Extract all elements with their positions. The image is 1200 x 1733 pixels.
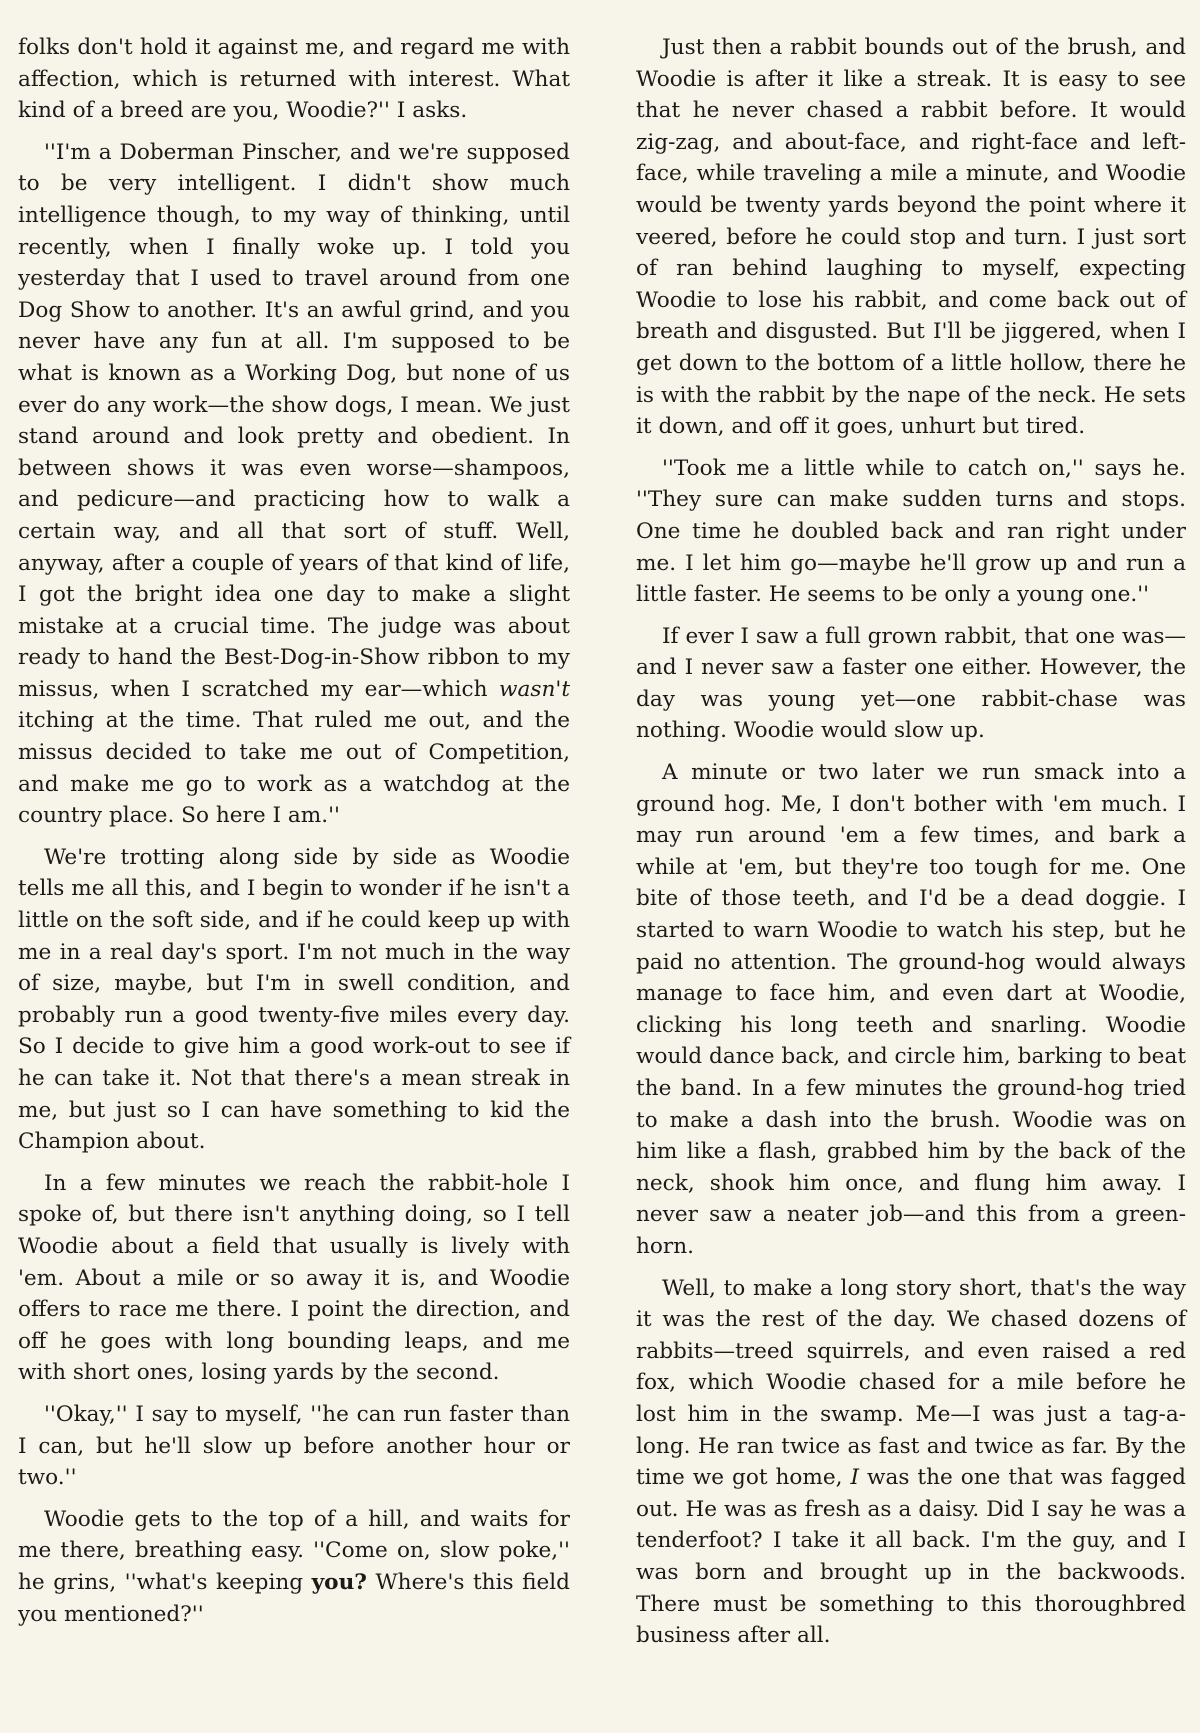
italic-word: wasn't	[499, 676, 570, 702]
paragraph: Just then a rabbit bounds out of the brush, and Woodie is after it like a streak. It is easy to see that he never chased a rabbit before. It would zig-zag, and about-face, and right-face and left-face, while traveling a mile a minute, and Woodie would be twenty yards beyond the point where it veered, before he could stop and turn. I just sort of ran behind laughing to myself, expecting Woodie to lose his rabbit, and come back out of breath and disgusted. But I'll be jiggered, when I get down to the bottom of a little hollow, there he is with the rabbit by the nape of the neck. He sets it down, and off it goes, unhurt but tired.	[636, 35, 1186, 440]
paragraph-text: Where's this field you mentioned?''	[18, 1569, 570, 1627]
italic-word: I	[850, 1465, 860, 1491]
paragraph: A minute or two later we run smack into a ground hog. Me, I don't bother with 'em much. I may run around 'em a few times, and bark a while at 'em, but they're too tough for me. One bite of those teeth, and I'd be a dead doggie. I started to warn Woodie to watch his step, but he paid no attention. The ground-hog would always manage to face him, and even dart at Woodie, clicking his long teeth and snarling. Woodie would dance back, and circle him, barking to beat the band. In a few minutes the ground-hog tried to make a dash into the brush. Woodie was on him like a flash, grabbed him by the back of the neck, shook him once, and flung him away. I never saw a neater job—and this from a green-horn.	[636, 760, 1186, 1259]
paragraph	[18, 1504, 570, 1630]
paragraph-text: itching at the time. That ruled me out, and the missus decided to take me out of Competition, and make me go to work as a watchdog at the country place. So here I am.''	[18, 708, 570, 829]
bold-word: you?	[311, 1569, 367, 1595]
left-column	[18, 32, 570, 1640]
paragraph: If ever I saw a full grown rabbit, that one was—and I never saw a faster one either. However, the day was young yet—one rabbit-chase was nothing. Woodie would slow up.	[636, 623, 1186, 744]
paragraph: ''Took me a little while to catch on,'' says he. ''They sure can make sudden turns and stops. One time he doubled back and ran right under me. I let him go—maybe he'll grow up and run a little faster. He seems to be only a young one.''	[636, 455, 1186, 608]
paragraph-text: ''I'm a Doberman Pinscher, and we're supposed to be very intelligent. I didn't show much intelligence though, to my way of thinking, until recently, when I finally woke up. I told you yesterday that I used to travel around from one Dog Show to another. It's an awful grind, and you never have any fun at all. I'm supposed to be what is known as a Working Dog, but none of us ever do any work—the show dogs, I mean. We just stand around and look pretty and obedient. In between shows it was even worse—shampoos, and pedicure—and practicing how to walk a certain way, and all that sort of stuff. Well, anyway, after a couple of years of that kind of life, I got the bright idea one day to make a slight mistake at a crucial time. The judge was about ready to hand the Best-Dog-in-Show ribbon to my missus, when I scratched my ear—which	[18, 139, 570, 702]
paragraph: In a few minutes we reach the rabbit-hole I spoke of, but there isn't anything doing, so I tell Woodie about a field that usually is lively with 'em. About a mile or so away it is, and Woodie offers to race me there. I point the direction, and off he goes with long bounding leaps, and me with short ones, losing yards by the second.	[18, 1170, 570, 1386]
paragraph	[18, 137, 570, 832]
paragraph: ''Okay,'' I say to myself, ''he can run faster than I can, but he'll slow up before another hour or two.''	[18, 1401, 570, 1491]
paragraph	[636, 1273, 1186, 1652]
paragraph-text: Well, to make a long story short, that's the way it was the rest of the day. We chased dozens of rabbits—treed squirrels, and even raised a red fox, which Woodie chased for a mile before he lost him in the swamp. Me—I was just a tag-a-long. He ran twice as fast and twice as far. By the time we got home,	[636, 1275, 1186, 1491]
paragraph-text: was the one that was fagged out. He was as fresh as a daisy. Did I say he was a tenderfoot? I take it all back. I'm the guy, and I was born and brought up in the backwoods. There must be something to this thoroughbred business after all.	[636, 1465, 1186, 1649]
paragraph: folks don't hold it against me, and regard me with affection, which is returned with interest. What kind of a breed are you, Woodie?'' I asks.	[18, 35, 570, 124]
paragraph: We're trotting along side by side as Woodie tells me all this, and I begin to wonder if he isn't a little on the soft side, and if he could keep up with me in a real day's sport. I'm not much in the way of size, maybe, but I'm in swell condition, and probably run a good twenty-five miles every day. So I decide to give him a good work-out to see if he can take it. Not that there's a mean streak in me, but just so I can have something to kid the Champion about.	[18, 844, 570, 1155]
right-column	[636, 32, 1186, 1662]
paragraph-text: Woodie gets to the top of a hill, and waits for me there, breathing easy. ''Come on, slow poke,'' he grins, ''what's keeping	[18, 1506, 570, 1595]
